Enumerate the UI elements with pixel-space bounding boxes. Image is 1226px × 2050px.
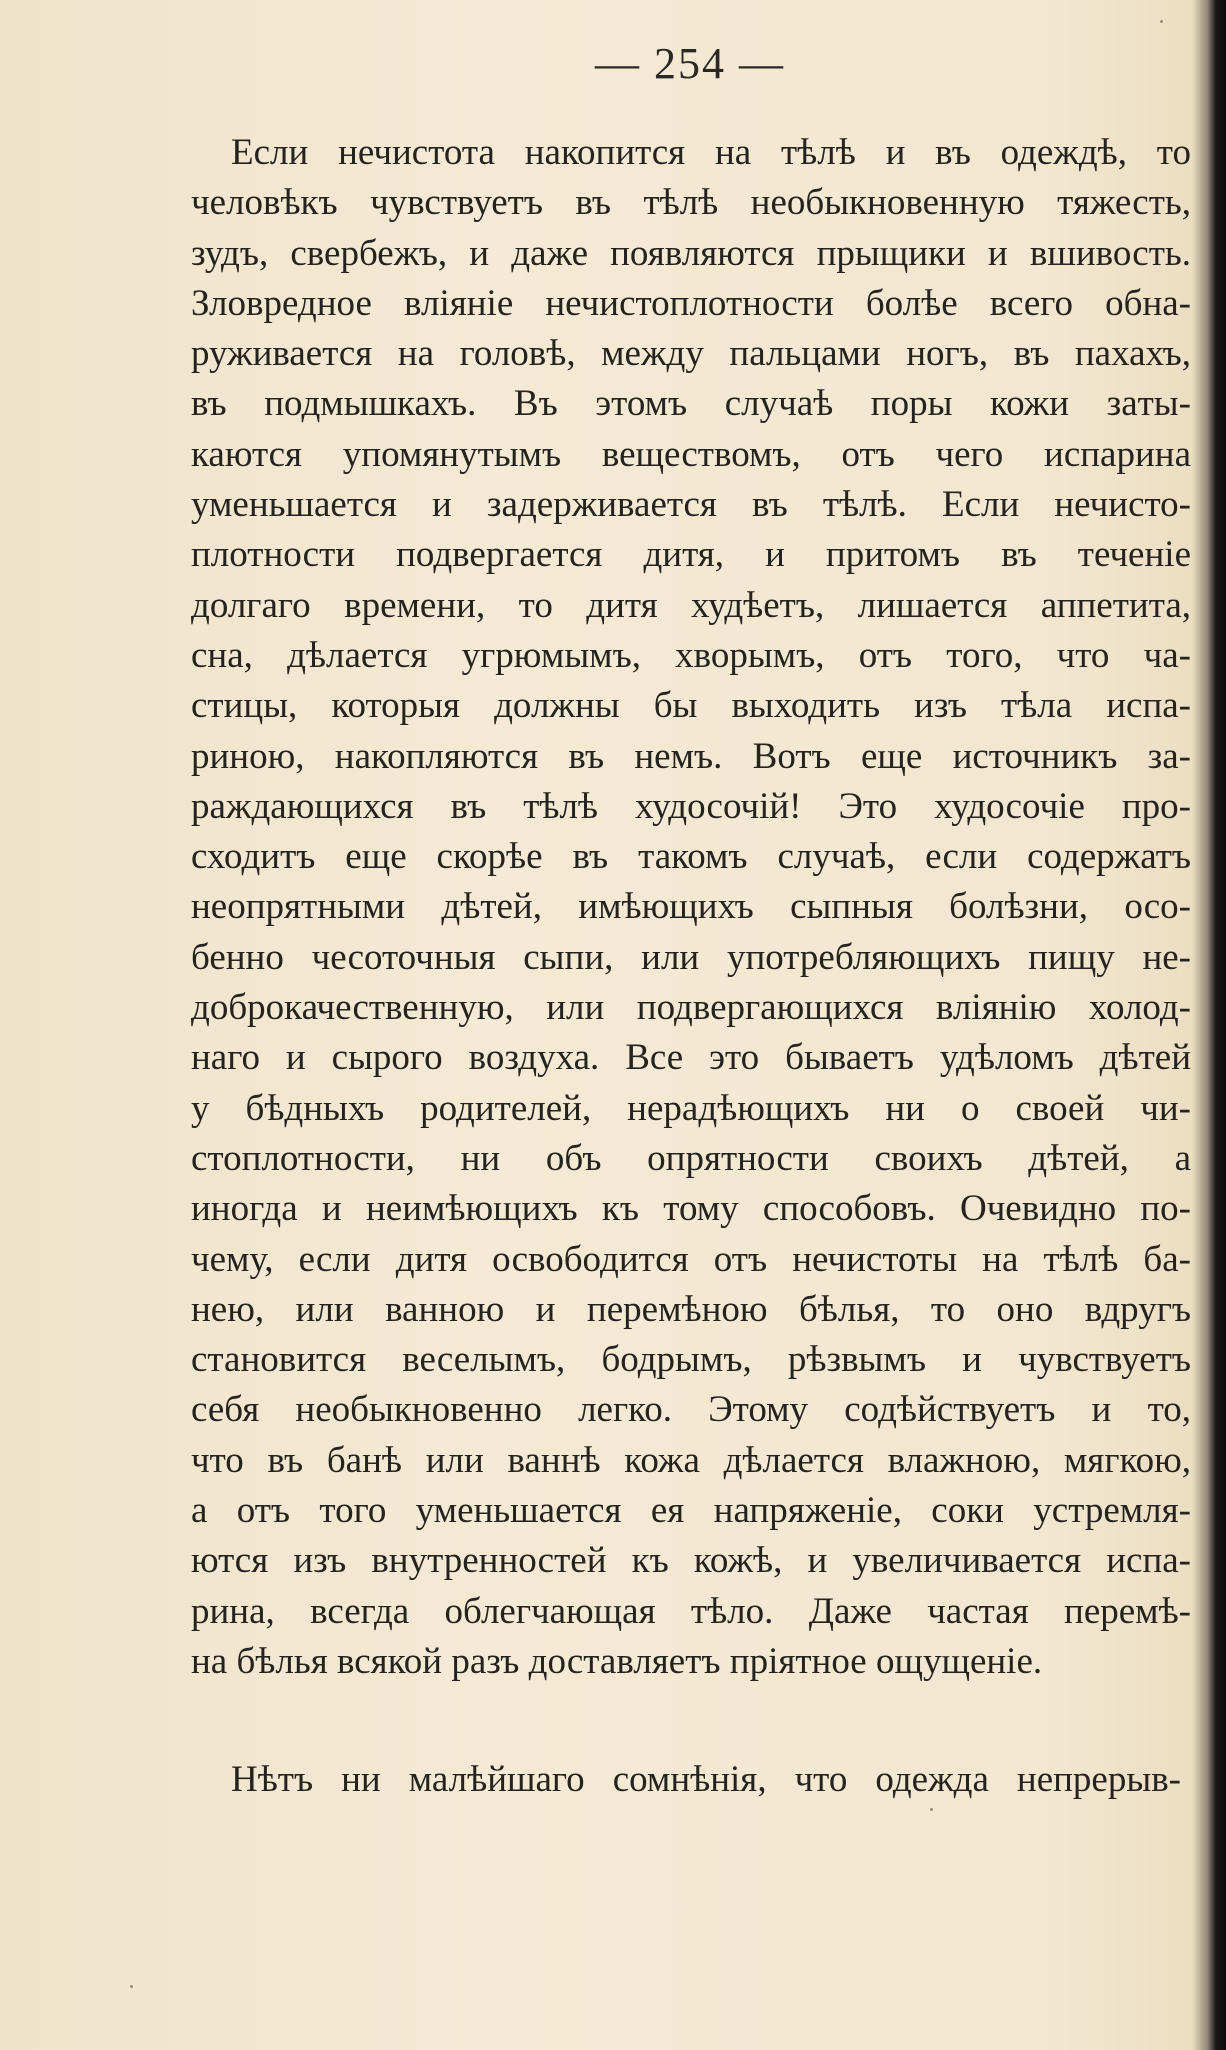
text-line: сходитъ еще скорѣе въ такомъ случаѣ, если содержатъ xyxy=(191,836,1191,878)
paper-speck xyxy=(1160,20,1163,23)
text-line: неопрятными дѣтей, имѣющихъ сыпныя болѣзни, осо- xyxy=(191,886,1191,928)
text-line: нею, или ванною и перемѣною бѣлья, то оно вдругъ xyxy=(191,1288,1191,1330)
text-line: стицы, которыя должны бы выходить изъ тѣла испа- xyxy=(191,685,1191,727)
text-line: долгаго времени, то дитя худѣетъ, лишается аппетита, xyxy=(191,584,1191,626)
text-line: что въ банѣ или ваннѣ кожа дѣлается влажною, мягкою, xyxy=(191,1439,1191,1481)
page-edge-shadow xyxy=(1192,0,1226,2050)
text-line: руживается на головѣ, между пальцами ногъ, въ пахахъ, xyxy=(191,333,1191,375)
text-line: наго и сырого воздуха. Все это бываетъ удѣломъ дѣтей xyxy=(191,1037,1191,1079)
text-line: въ подмышкахъ. Въ этомъ случаѣ поры кожи зaты- xyxy=(191,383,1191,425)
text-line: стоплотности, ни объ опрятности своихъ дѣтей, а xyxy=(191,1137,1191,1179)
text-line: риною, накопляются въ немъ. Вотъ еще источникъ за- xyxy=(191,735,1191,777)
text-line: Нѣтъ ни малѣйшаго сомнѣнія, что одежда непрерыв- xyxy=(231,1759,1181,1800)
text-line: на бѣлья всякой разъ доставляетъ пріятное ощущеніе. xyxy=(191,1640,1043,1682)
page-number: — 254 — xyxy=(595,39,785,88)
text-line: сна, дѣлается угрюмымъ, хворымъ, отъ того, что ча- xyxy=(191,634,1191,676)
text-line: Если нечистота накопится на тѣлѣ и въ одеждѣ, то xyxy=(231,132,1191,173)
text-line: уменьшается и задерживается въ тѣлѣ. Если нечисто- xyxy=(191,484,1191,526)
text-line: раждающихся въ тѣлѣ худосочій! Это худосочіе про- xyxy=(191,785,1191,827)
paper-speck xyxy=(930,1808,933,1811)
paragraph-1 xyxy=(191,128,1191,1687)
text-line: иногда и неимѣющихъ къ тому способовъ. Очевидно по- xyxy=(191,1188,1191,1230)
text-line: каются упомянутымъ веществомъ, отъ чего испарина xyxy=(191,433,1191,475)
text-line: себя необыкновенно легко. Этому содѣйствуетъ и то, xyxy=(191,1389,1191,1431)
text-line: доброкачественную, или подвергающихся вліянію холод- xyxy=(191,987,1191,1029)
text-line: а отъ того уменьшается ея напряженіе, соки устремля- xyxy=(191,1490,1191,1532)
text-line: ются изъ внутренностей къ кожѣ, и увеличивается испа- xyxy=(191,1540,1191,1582)
text-line: чему, если дитя освободится отъ нечистоты на тѣлѣ ба- xyxy=(191,1238,1191,1280)
paragraph-2 xyxy=(191,1755,1181,1805)
text-line: человѣкъ чувствуетъ въ тѣлѣ необыкновенную тяжесть, xyxy=(191,182,1191,224)
text-line: плотности подвергается дитя, и притомъ въ теченіе xyxy=(191,534,1191,576)
paper-speck xyxy=(130,1985,133,1988)
text-line: бенно чесоточныя сыпи, или употребляющихъ пищу не- xyxy=(191,936,1191,978)
text-line: зудъ, свербежъ, и даже появляются прыщики и вшивость. xyxy=(191,232,1191,274)
text-line: рина, всегда облегчающая тѣло. Даже частая перемѣ- xyxy=(191,1590,1191,1632)
text-line: у бѣдныхъ родителей, нерадѣющихъ ни о своей чи- xyxy=(191,1087,1191,1129)
text-line: Зловредное вліяніе нечистоплотности болѣе всего обна- xyxy=(191,282,1191,324)
text-line: становится веселымъ, бодрымъ, рѣзвымъ и чувствуетъ xyxy=(191,1339,1191,1381)
